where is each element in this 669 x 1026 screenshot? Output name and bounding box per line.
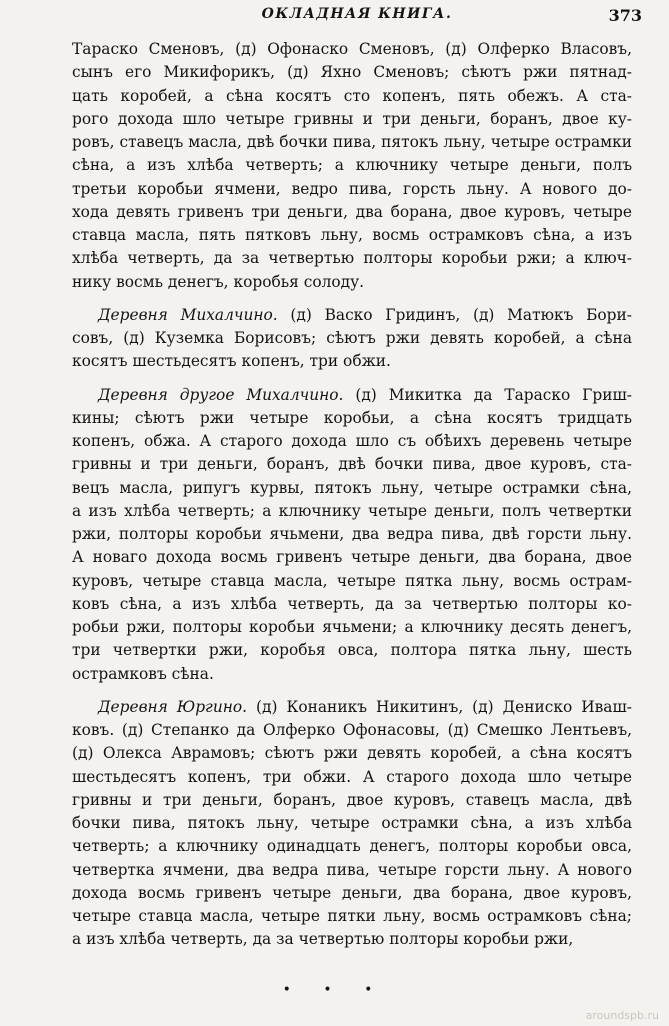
header-title: ОКЛАДНАЯ КНИГА. xyxy=(261,6,453,22)
line-text: третьи коробьи ячмени, ведро пива, горсть льну. А нового до- xyxy=(72,179,632,198)
line-text: дохода восмь гривенъ четыре деньги, два борана, двое куровъ, xyxy=(72,883,632,902)
line-text: хлѣба четверть, да за четвертью полторы коробьи ржи; а ключ- xyxy=(72,249,632,268)
line-text: (д) Васко Гридинъ, (д) Матюкъ Бори- xyxy=(290,305,632,324)
paragraph xyxy=(72,384,632,686)
line-text: А новаго дохода восмь гривенъ четыре деньги, два борана, двое xyxy=(72,548,632,567)
line-text: четвертка ячмени, два ведра пива, четыре горсти льну. А нового xyxy=(72,860,632,879)
paragraph-gap xyxy=(72,374,632,384)
page-number: 373 xyxy=(608,6,642,25)
line-text: (д) Конаникъ Никитинъ, (д) Дениско Иваш- xyxy=(256,697,632,716)
text-line xyxy=(72,639,632,662)
watermark: aroundspb.ru xyxy=(585,1009,659,1022)
text-line xyxy=(72,742,632,765)
text-line xyxy=(72,224,632,247)
text-line xyxy=(72,247,632,270)
line-text: сѣна, а изъ хлѣба четверть; а ключнику четыре деньги, полъ xyxy=(72,156,632,175)
line-text: сынъ его Микифорикъ, (д) Яхно Сменовъ; сѣютъ ржи пятнад- xyxy=(72,63,632,82)
line-text: нику восмь денегъ, коробья солоду. xyxy=(72,272,365,291)
text-line xyxy=(72,38,632,61)
paragraph xyxy=(72,304,632,374)
line-text: бочки пива, пятокъ льну, четыре острамки сѣна, а изъ хлѣба xyxy=(72,814,632,832)
text-line xyxy=(72,85,632,108)
line-text: три четвертки ржи, коробья овса, полтора пятка льну, шесть xyxy=(72,641,632,660)
text-line xyxy=(72,835,632,858)
line-text: косятъ шестьдесятъ копенъ, три обжи. xyxy=(72,352,391,371)
text-line xyxy=(72,789,632,812)
line-text: шестьдесятъ копенъ, три обжи. А старого дохода шло четыре xyxy=(72,767,632,786)
line-text: ржи, полторы коробьи ячьмени, два ведра пива, двѣ горсти льну. xyxy=(72,525,632,543)
text-line xyxy=(72,616,632,639)
text-line xyxy=(72,882,632,905)
line-text: четверть; а ключнику одинадцать денегъ, полторы коробьи овса, xyxy=(72,837,632,856)
line-text: ставца масла, пять пятковъ льну, восмь острамковъ сѣна, а изъ xyxy=(72,226,632,244)
line-text: кины; сѣютъ ржи четыре коробьи, а сѣна косятъ тридцать xyxy=(72,408,632,427)
paragraph-gap xyxy=(72,686,632,696)
text-line xyxy=(72,500,632,523)
text-line xyxy=(72,407,632,430)
text-line xyxy=(72,384,632,407)
village-name: Деревня Михалчино. xyxy=(98,305,278,324)
line-text: робьи ржи, полторы коробьи ячьмени; а ключнику десять денегъ, xyxy=(72,618,632,636)
line-text: хода девять гривенъ три деньги, два борана, двое куровъ, четыре xyxy=(72,202,632,221)
line-text: ковъ. (д) Степанко да Олферко Офонасовы, (д) Смешко Лентьевъ, xyxy=(72,721,632,739)
paragraph xyxy=(72,696,632,952)
line-text: а изъ хлѣба четверть; а ключнику четыре деньги, полъ четвертки xyxy=(72,501,632,520)
text-line xyxy=(72,108,632,131)
village-name: Деревня Юргино. xyxy=(98,697,248,716)
line-text: вецъ масла, рипугъ курвы, пятокъ льну, четыре острамки сѣна, xyxy=(72,478,632,497)
line-text: рого дохода шло четыре гривны и три деньги, боранъ, двое ку- xyxy=(72,109,632,128)
text-line xyxy=(72,453,632,476)
line-text: цать коробей, а сѣна косятъ сто копенъ, пять обежъ. А ста- xyxy=(72,86,632,105)
text-line xyxy=(72,593,632,616)
text-line xyxy=(72,131,632,154)
line-text: гривны и три деньги, боранъ, двое куровъ, ставецъ масла, двѣ xyxy=(72,790,632,809)
text-line xyxy=(72,696,632,719)
text-line xyxy=(72,928,632,951)
paragraph-gap xyxy=(72,294,632,304)
text-line xyxy=(72,477,632,500)
text-line xyxy=(72,61,632,84)
text-line xyxy=(72,546,632,569)
paragraph xyxy=(72,38,632,294)
text-line xyxy=(72,523,632,546)
text-line xyxy=(72,766,632,789)
line-text: гривны и три деньги, боранъ, двѣ бочки пива, двое куровъ, ста- xyxy=(72,455,632,474)
line-text: (д) Микитка да Тараско Гриш- xyxy=(355,385,632,404)
signature-mark: • • • xyxy=(282,982,387,998)
text-line xyxy=(72,663,632,686)
line-text: Тараско Сменовъ, (д) Офонаско Сменовъ, (д) Олферко Власовъ, xyxy=(72,40,632,58)
text-line xyxy=(72,327,632,350)
text-line xyxy=(72,154,632,177)
village-name: Деревня другое Михалчино. xyxy=(98,385,344,404)
page-body xyxy=(72,38,632,952)
line-text: ровъ, ставецъ масла, двѣ бочки пива, пятокъ льну, четыре острамки xyxy=(72,133,632,151)
text-line xyxy=(72,905,632,928)
line-text: совъ, (д) Куземка Борисовъ; сѣютъ ржи девять коробей, а сѣна xyxy=(72,329,632,347)
text-line xyxy=(72,812,632,835)
text-line xyxy=(72,201,632,224)
text-line xyxy=(72,350,632,373)
line-text: куровъ, четыре ставца масла, четыре пятка льну, восмь острам- xyxy=(72,571,632,590)
text-line xyxy=(72,430,632,453)
line-text: четыре ставца масла, четыре пятки льну, восмь острамковъ сѣна; xyxy=(72,907,632,925)
line-text: ковъ сѣна, а изъ хлѣба четверть, да за четвертью полторы ко- xyxy=(72,594,632,613)
line-text: а изъ хлѣба четверть, да за четвертью полторы коробьи ржи, xyxy=(72,930,574,949)
text-line xyxy=(72,304,632,327)
text-line xyxy=(72,859,632,882)
text-line xyxy=(72,570,632,593)
text-line xyxy=(72,271,632,294)
running-header xyxy=(72,6,642,32)
text-line xyxy=(72,719,632,742)
text-line xyxy=(72,178,632,201)
line-text: острамковъ сѣна. xyxy=(72,664,214,683)
line-text: копенъ, обжа. А старого дохода шло съ обѣихъ деревень четыре xyxy=(72,432,632,450)
line-text: (д) Олекса Аврамовъ; сѣютъ ржи девять коробей, а сѣна косятъ xyxy=(72,744,632,763)
